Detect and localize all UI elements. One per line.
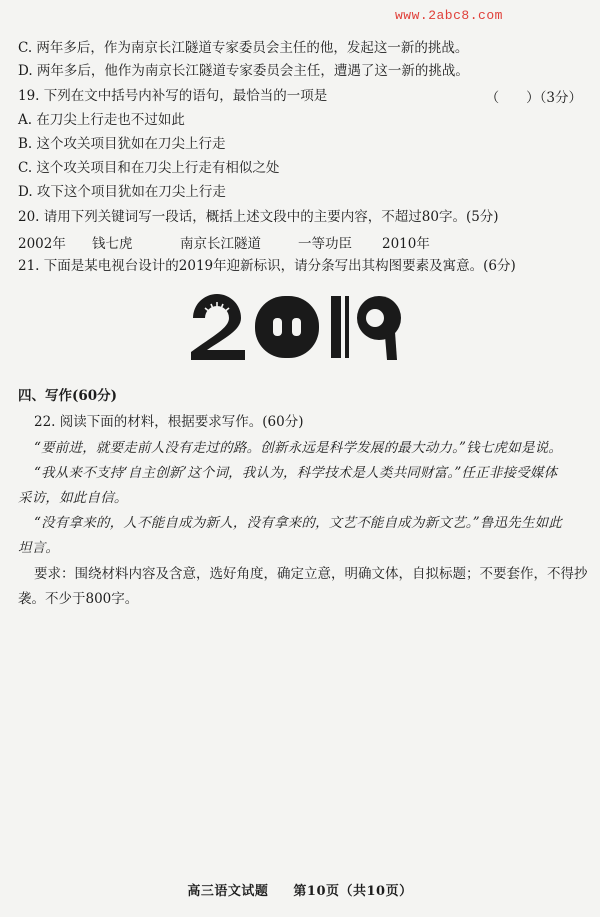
material-line: “要前进，就要走前人没有走过的路。创新永远是科学发展的最大动力。”钱七虎如是说。 — [34, 440, 563, 456]
digit-1-shape — [331, 296, 349, 358]
keyword: 南京长江隧道 — [180, 236, 261, 252]
material-line: “没有拿来的，人不能自成为新人，没有拿来的，文艺不能自成为新文艺。”鲁迅先生如此 — [34, 515, 563, 531]
material-line: 采访，如此自信。 — [18, 490, 128, 506]
q20-stem: 20. 请用下列关键词写一段话，概括上述文段中的主要内容，不超过80字。(5分) — [18, 209, 499, 225]
q19-option-b: B. 这个攻关项目犹如在刀尖上行走 — [18, 136, 226, 152]
q22-stem: 22. 阅读下面的材料，根据要求写作。(60分) — [34, 414, 304, 430]
q19-option-d: D. 攻下这个项目犹如在刀尖上行走 — [18, 184, 226, 200]
material-line: 坦言。 — [18, 540, 60, 556]
keyword: 钱七虎 — [92, 236, 133, 252]
q18-option-c: C. 两年多后，作为南京长江隧道专家委员会主任的他，发起这一新的挑战。 — [18, 40, 469, 56]
footer-title: 高三语文试题 — [187, 884, 269, 899]
keyword: 2010年 — [382, 236, 430, 252]
keyword: 2002年 — [18, 236, 66, 252]
q19-score: （ ）（3分） — [485, 90, 582, 106]
q19-option-a: A. 在刀尖上行走也不过如此 — [18, 112, 185, 128]
watermark-url: www.2abc8.com — [395, 8, 503, 23]
keyword: 一等功臣 — [298, 236, 352, 252]
digit-9-shape — [357, 296, 401, 360]
logo-2019-image — [185, 288, 415, 363]
q19-stem: 19. 下列在文中括号内补写的语句，最恰当的一项是 — [18, 88, 328, 104]
page-footer — [0, 880, 600, 899]
footer-page-number: 第10页（共10页） — [293, 884, 413, 899]
q21-stem: 21. 下面是某电视台设计的2019年迎新标识，请分条写出其构图要素及寓意。(6分) — [18, 258, 516, 274]
section-4-title: 四、写作(60分) — [18, 388, 118, 404]
q20-keywords — [18, 232, 430, 252]
digit-2-shape — [191, 294, 245, 360]
material-line: “我从来不支持‘自主创新’这个词，我认为，科学技术是人类共同财富。”任正非接受媒体 — [34, 465, 558, 481]
requirement-line: 要求：围绕材料内容及含意，选好角度，确定立意，明确文体，自拟标题；不要套作，不得抄 — [34, 566, 588, 582]
q19-option-c: C. 这个攻关项目和在刀尖上行走有相似之处 — [18, 160, 280, 176]
digit-0-shape — [255, 296, 319, 358]
q18-option-d: D. 两年多后，他作为南京长江隧道专家委员会主任，遭遇了这一新的挑战。 — [18, 63, 469, 79]
requirement-line: 袭。不少于800字。 — [18, 591, 139, 607]
